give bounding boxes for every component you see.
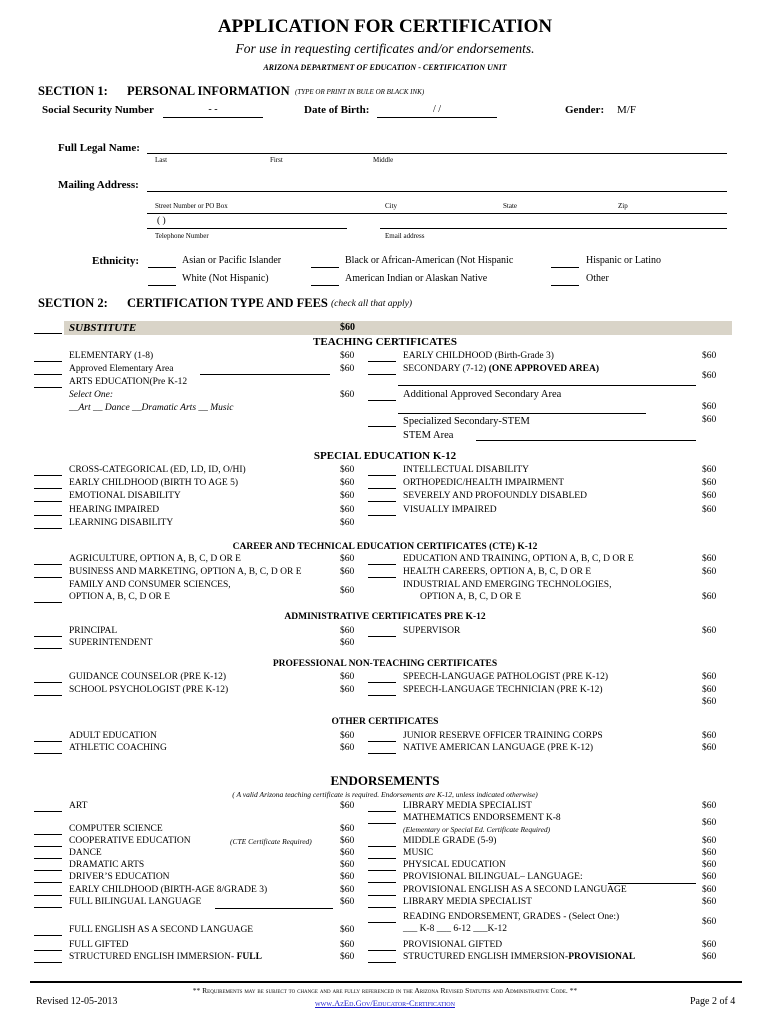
section1-title: PERSONAL INFORMATION	[127, 84, 290, 98]
checkbox[interactable]	[34, 638, 62, 649]
fee: $60	[702, 743, 717, 753]
fee: $60	[702, 885, 717, 895]
checkbox[interactable]	[34, 592, 62, 603]
checkbox[interactable]	[34, 351, 62, 362]
fee: $60	[340, 390, 355, 400]
cert-item: HEALTH CAREERS, OPTION A, B, C, D OR E	[403, 567, 592, 577]
cert-item: LEARNING DISABILITY	[69, 518, 174, 528]
fee: $60	[340, 872, 355, 882]
checkbox[interactable]	[34, 940, 62, 951]
section2-title: CERTIFICATION TYPE AND FEES	[127, 296, 328, 310]
fee: $60	[340, 478, 355, 488]
name-middle-label: Middle	[373, 156, 394, 164]
fee: $60	[702, 860, 717, 870]
checkbox[interactable]	[34, 567, 62, 578]
eth-checkbox[interactable]	[551, 275, 579, 286]
cert-item: LIBRARY MEDIA SPECIALIST	[403, 897, 532, 907]
fee: $60	[702, 685, 717, 695]
mail-label: Mailing Address:	[58, 179, 139, 191]
cert-item: ATHLETIC COACHING	[69, 743, 167, 753]
profnon-heading: PROFESSIONAL NON-TEACHING CERTIFICATES	[272, 659, 498, 669]
endorsements-note: ( A valid Arizona teaching certificate is required. Endorsements are K-12, unless indicated otherwise)	[232, 790, 538, 799]
cert-item: ELEMENTARY (1-8)	[69, 351, 154, 361]
ssn-field[interactable]: - -	[163, 104, 263, 118]
cert-item: LIBRARY MEDIA SPECIALIST	[403, 801, 532, 811]
fee: $60	[340, 836, 355, 846]
checkbox[interactable]	[34, 885, 62, 896]
fee: $60	[702, 371, 717, 381]
checkbox[interactable]	[34, 518, 62, 529]
cte-heading: CAREER AND TECHNICAL EDUCATION CERTIFICATES (CTE) K-12	[232, 542, 538, 552]
page-subtitle: For use in requesting certificates and/or endorsements.	[235, 41, 535, 56]
addr-city-label: City	[385, 202, 398, 210]
eth-option: White (Not Hispanic)	[182, 273, 269, 284]
fee: $60	[702, 351, 717, 361]
checkbox[interactable]	[34, 554, 62, 565]
checkbox[interactable]	[368, 912, 396, 923]
fee: $60	[340, 672, 355, 682]
checkbox[interactable]	[368, 813, 396, 824]
secondary-area-field[interactable]	[398, 385, 696, 386]
bilingual-language-field[interactable]	[215, 908, 333, 909]
checkbox[interactable]	[34, 731, 62, 742]
eth-checkbox[interactable]	[311, 275, 339, 286]
eth-checkbox[interactable]	[311, 257, 339, 268]
name-field[interactable]	[147, 153, 727, 154]
cert-item: BUSINESS AND MARKETING, OPTION A, B, C, D OR E	[69, 567, 302, 577]
revised-date: Revised 12-05-2013	[36, 996, 118, 1007]
fee: $60	[340, 554, 355, 564]
fee: $60	[702, 697, 717, 707]
fee: $60	[340, 824, 355, 834]
cert-item: ___ K-8 ___ 6-12 ___K-12	[403, 924, 507, 934]
cert-item: EMOTIONAL DISABILITY	[69, 491, 181, 501]
addr-zip-label: Zip	[618, 202, 628, 210]
fee: $60	[340, 465, 355, 475]
page-number: Page 2 of 4	[690, 996, 736, 1007]
checkbox[interactable]	[368, 416, 396, 427]
checkbox[interactable]	[368, 626, 396, 637]
section1-note: (TYPE OR PRINT IN BULE OR BLACK INK)	[295, 88, 425, 96]
ssn-label: Social Security Number	[42, 104, 154, 116]
cert-item: FULL GIFTED	[69, 940, 129, 950]
addr-state-label: State	[503, 202, 517, 210]
fee: $60	[702, 554, 717, 564]
checkbox[interactable]	[368, 505, 396, 516]
eth-option: Asian or Pacific Islander	[182, 255, 282, 266]
fee: $60	[702, 952, 717, 962]
fee: $60	[340, 626, 355, 636]
eth-option: American Indian or Alaskan Native	[345, 273, 488, 284]
checkbox[interactable]	[368, 390, 396, 401]
cert-item: PROVISIONAL ENGLISH AS A SECOND LANGUAGE	[403, 885, 627, 895]
fee: $60	[702, 505, 717, 515]
section2-note: (check all that apply)	[331, 299, 412, 309]
checkbox[interactable]	[368, 897, 396, 908]
checkbox[interactable]	[368, 465, 396, 476]
cert-item: MIDDLE GRADE (5-9)	[403, 836, 497, 846]
name-last-label: Last	[155, 156, 168, 164]
fee: $60	[340, 505, 355, 515]
fee: $60	[702, 917, 717, 927]
checkbox[interactable]	[34, 897, 62, 908]
fee: $60	[702, 402, 717, 412]
fee: $60	[702, 940, 717, 950]
phone-area: ( )	[157, 216, 166, 226]
substitute-band	[64, 321, 732, 335]
fee: $60	[702, 465, 717, 475]
cert-item: DRAMATIC ARTS	[69, 860, 145, 870]
eth-checkbox[interactable]	[148, 275, 176, 286]
fee: $60	[702, 415, 717, 425]
fee: $60	[340, 567, 355, 577]
section1-label: SECTION 1:	[38, 84, 108, 98]
phone-label: Telephone Number	[155, 232, 209, 240]
checkbox[interactable]	[34, 848, 62, 859]
cert-item: FULL BILINGUAL LANGUAGE	[69, 897, 202, 907]
checkbox[interactable]	[34, 836, 62, 847]
fee: $60	[340, 848, 355, 858]
cert-item: SPEECH-LANGUAGE PATHOLOGIST (PRE K-12)	[403, 672, 609, 682]
footer-rule	[30, 981, 742, 983]
cert-item: AGRICULTURE, OPTION A, B, C, D OR E	[69, 554, 241, 564]
other-heading: OTHER CERTIFICATES	[331, 717, 439, 727]
teaching-heading: TEACHING CERTIFICATES	[313, 336, 457, 348]
checkbox[interactable]	[34, 505, 62, 516]
eth-checkbox[interactable]	[551, 257, 579, 268]
fee: $60	[340, 638, 355, 648]
substitute-checkbox[interactable]	[34, 323, 62, 334]
fee: $60	[340, 897, 355, 907]
checkbox[interactable]	[34, 872, 62, 883]
checkbox[interactable]	[368, 731, 396, 742]
cert-item: PRINCIPAL	[69, 626, 118, 636]
cert-item: DANCE	[69, 848, 102, 858]
cert-item: Approved Elementary Area	[69, 364, 174, 374]
email-field[interactable]	[380, 228, 727, 229]
cert-item: Specialized Secondary-STEM	[403, 416, 530, 427]
checkbox[interactable]	[34, 364, 62, 375]
fee: $60	[340, 801, 355, 811]
address-line	[147, 213, 727, 214]
cert-item: MUSIC	[403, 848, 434, 858]
fee: $60	[340, 860, 355, 870]
admin-heading: ADMINISTRATIVE CERTIFICATES PRE K-12	[284, 612, 486, 622]
fee: $60	[340, 952, 355, 962]
addr-street-label: Street Number or PO Box	[155, 202, 228, 210]
eth-option: Black or African-American (Not Hispanic	[345, 255, 514, 266]
name-first-label: First	[270, 156, 283, 164]
checkbox[interactable]	[368, 567, 396, 578]
checkbox[interactable]	[368, 952, 396, 963]
checkbox[interactable]	[368, 860, 396, 871]
dob-field[interactable]: / /	[377, 104, 497, 118]
substitute-label: SUBSTITUTE	[69, 322, 137, 334]
fee: $60	[702, 872, 717, 882]
coop-note: (CTE Certificate Required)	[230, 837, 312, 846]
fee: $60	[702, 626, 717, 636]
checkbox[interactable]	[34, 626, 62, 637]
name-label: Full Legal Name:	[58, 142, 140, 154]
cert-item: PHYSICAL EDUCATION	[403, 860, 506, 870]
fee: $60	[340, 351, 355, 361]
fee: $60	[702, 672, 717, 682]
fee: $60	[340, 518, 355, 528]
checkbox[interactable]	[368, 672, 396, 683]
checkbox[interactable]	[368, 885, 396, 896]
phone-field[interactable]	[147, 228, 347, 229]
checkbox[interactable]	[34, 952, 62, 963]
fee: $60	[702, 491, 717, 501]
cert-item: SUPERVISOR	[403, 626, 461, 636]
additional-area-field[interactable]	[398, 413, 646, 414]
fee: $60	[702, 731, 717, 741]
checkbox[interactable]	[34, 672, 62, 683]
fee: $60	[702, 818, 717, 828]
cert-item: EDUCATION AND TRAINING, OPTION A, B, C, D OR E	[403, 554, 634, 564]
gender-field[interactable]: M/F	[617, 104, 636, 116]
cert-item: VISUALLY IMPAIRED	[403, 505, 497, 515]
fee: $60	[340, 925, 355, 935]
cert-item: JUNIOR RESERVE OFFICER TRAINING CORPS	[403, 731, 603, 741]
checkbox[interactable]	[34, 491, 62, 502]
approved-area-field[interactable]	[200, 374, 330, 375]
eth-checkbox[interactable]	[148, 257, 176, 268]
checkbox[interactable]	[368, 478, 396, 489]
fee: $60	[340, 731, 355, 741]
cert-item: EARLY CHILDHOOD (Birth-Grade 3)	[403, 351, 554, 361]
checkbox[interactable]	[368, 940, 396, 951]
checkbox[interactable]	[368, 491, 396, 502]
fee: $60	[702, 897, 717, 907]
cert-item: NATIVE AMERICAN LANGUAGE (PRE K-12)	[403, 743, 593, 753]
cert-item: ADULT EDUCATION	[69, 731, 157, 741]
cert-item: ARTS EDUCATION(Pre K-12	[69, 377, 188, 387]
checkbox[interactable]	[368, 848, 396, 859]
checkbox[interactable]	[368, 836, 396, 847]
checkbox[interactable]	[34, 743, 62, 754]
checkbox[interactable]	[368, 801, 396, 812]
cert-item: EARLY CHILDHOOD (BIRTH-AGE 8/GRADE 3)	[69, 885, 268, 895]
checkbox[interactable]	[368, 743, 396, 754]
checkbox[interactable]	[34, 824, 62, 835]
cert-item: FULL ENGLISH AS A SECOND LANGUAGE	[69, 925, 254, 935]
cert-item: SECONDARY (7-12) (ONE APPROVED AREA)	[403, 364, 599, 374]
cert-item: COOPERATIVE EDUCATION	[69, 836, 191, 846]
email-label: Email address	[385, 232, 425, 240]
stem-area-field[interactable]	[476, 440, 696, 441]
fee: $60	[340, 685, 355, 695]
eth-option: Other	[586, 273, 609, 284]
mail-field[interactable]	[147, 191, 727, 192]
page-title: APPLICATION FOR CERTIFICATION	[217, 16, 553, 37]
checkbox[interactable]	[368, 685, 396, 696]
footer-link[interactable]: www.AzEd.Gov/Educator-Certification	[315, 998, 455, 1008]
cert-item: READING ENDORSEMENT, GRADES - (Select One:)	[403, 912, 620, 922]
cert-item: MATHEMATICS ENDORSEMENT K-8	[403, 813, 561, 823]
cert-item: Additional Approved Secondary Area	[403, 389, 562, 400]
cert-item: ORTHOPEDIC/HEALTH IMPAIRMENT	[403, 478, 565, 488]
checkbox[interactable]	[368, 554, 396, 565]
cert-item: GUIDANCE COUNSELOR (PRE K-12)	[69, 672, 227, 682]
cert-item: PROVISIONAL BILINGUAL– LANGUAGE:	[403, 872, 583, 882]
section2-label: SECTION 2:	[38, 296, 108, 310]
cert-item: INDUSTRIAL AND EMERGING TECHNOLOGIES,	[403, 580, 612, 590]
footer-notice: ** Requirements may be subject to change and are fully referenced in the Arizona Revised Statutes and Administrative Code. **	[192, 986, 578, 995]
cert-item: HEARING IMPAIRED	[69, 505, 160, 515]
fee: $60	[702, 592, 717, 602]
cert-item: SEVERELY AND PROFOUNDLY DISABLED	[403, 491, 587, 501]
fee: $60	[702, 478, 717, 488]
special-heading: SPECIAL EDUCATION K-12	[313, 450, 457, 462]
cert-item: COMPUTER SCIENCE	[69, 824, 163, 834]
fee: $60	[702, 848, 717, 858]
cert-item: INTELLECTUAL DISABILITY	[403, 465, 530, 475]
cert-item: SCHOOL PSYCHOLOGIST (PRE K-12)	[69, 685, 229, 695]
dob-label: Date of Birth:	[304, 104, 370, 116]
cert-item: FAMILY AND CONSUMER SCIENCES,	[69, 580, 231, 590]
fee: $60	[702, 801, 717, 811]
cert-item: CROSS-CATEGORICAL (ED, LD, ID, O/HI)	[69, 465, 246, 475]
fee: $60	[340, 586, 355, 596]
fee: $60	[340, 743, 355, 753]
agency-name: ARIZONA DEPARTMENT OF EDUCATION - CERTIFICATION UNIT	[263, 63, 507, 72]
checkbox[interactable]	[34, 925, 62, 936]
cert-item: STRUCTURED ENGLISH IMMERSION-PROVISIONAL	[403, 952, 636, 962]
fee: $60	[340, 885, 355, 895]
fee: $60	[340, 491, 355, 501]
checkbox[interactable]	[34, 377, 62, 388]
ethnicity-label: Ethnicity:	[92, 255, 140, 267]
endorsements-heading: ENDORSEMENTS	[330, 773, 440, 788]
arts-options[interactable]: __Art __ Dance __Dramatic Arts __ Music	[69, 403, 234, 413]
cert-item: EARLY CHILDHOOD (BIRTH TO AGE 5)	[69, 478, 239, 488]
stem-area-label: STEM Area	[403, 430, 454, 441]
eth-option: Hispanic or Latino	[586, 255, 661, 266]
fee: $60	[702, 836, 717, 846]
checkbox[interactable]	[34, 478, 62, 489]
select-one-label: Select One:	[69, 390, 114, 400]
cert-item: (Elementary or Special Ed. Certificate Required)	[403, 825, 551, 834]
cert-item: PROVISIONAL GIFTED	[403, 940, 503, 950]
cert-item: SUPERINTENDENT	[69, 638, 153, 648]
fee: $60	[702, 567, 717, 577]
provisional-language-field[interactable]	[608, 883, 696, 884]
substitute-fee: $60	[340, 322, 355, 333]
gender-label: Gender:	[565, 104, 605, 116]
fee: $60	[340, 364, 355, 374]
cert-item: OPTION A, B, C, D OR E	[69, 592, 171, 602]
fee: $60	[340, 940, 355, 950]
cert-item: ART	[69, 801, 88, 811]
checkbox[interactable]	[34, 801, 62, 812]
checkbox[interactable]	[34, 465, 62, 476]
checkbox[interactable]	[368, 351, 396, 362]
checkbox[interactable]	[34, 685, 62, 696]
cert-item: STRUCTURED ENGLISH IMMERSION- FULL	[69, 952, 262, 962]
cert-item: SPEECH-LANGUAGE TECHNICIAN (PRE K-12)	[403, 685, 603, 695]
checkbox[interactable]	[368, 364, 396, 375]
checkbox[interactable]	[368, 872, 396, 883]
cert-item: DRIVER’S EDUCATION	[69, 872, 170, 882]
checkbox[interactable]	[34, 860, 62, 871]
cert-item: OPTION A, B, C, D OR E	[420, 592, 522, 602]
